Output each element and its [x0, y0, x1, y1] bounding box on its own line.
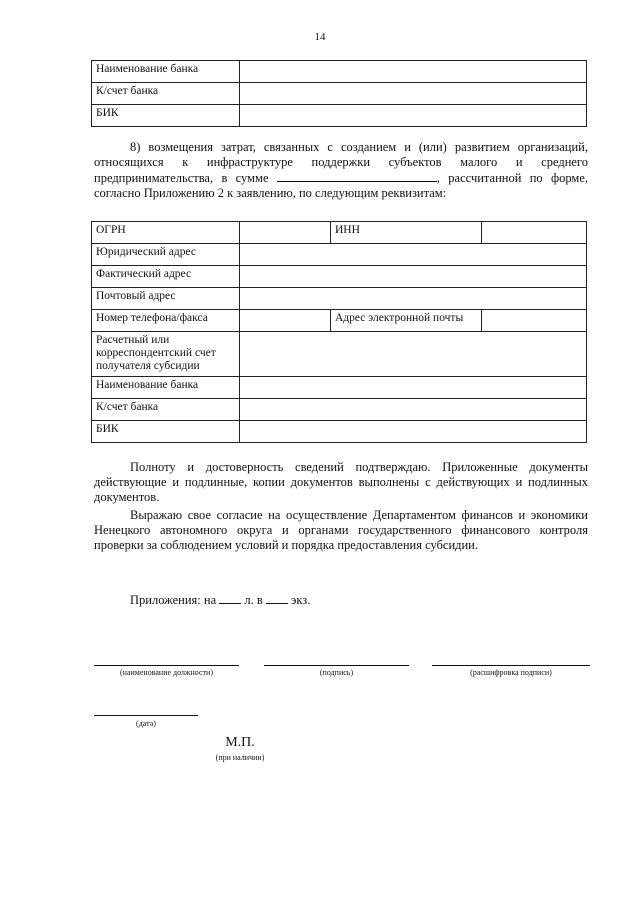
- table-row: [92, 377, 587, 399]
- bank-name-label: Наименование банка: [92, 61, 240, 83]
- signature-caption: (подпись): [319, 668, 354, 677]
- recipient-details-table: [91, 221, 587, 443]
- actual-address-label: Фактический адрес: [92, 266, 240, 288]
- table-row: [92, 222, 587, 244]
- signature-line[interactable]: [264, 665, 409, 666]
- inn-label: ИНН: [331, 222, 482, 244]
- stamp-label: М.П.: [225, 735, 255, 750]
- table-row: [92, 83, 587, 105]
- corr-account-label: К/счет банка: [92, 83, 240, 105]
- phone-fax-field[interactable]: [240, 310, 331, 332]
- bank-details-table: [91, 60, 587, 127]
- attachments-copies: экз.: [291, 593, 311, 607]
- account-label: Расчетный или корреспондентский счет получателя субсидии: [92, 332, 240, 377]
- copies-count-field[interactable]: [266, 592, 288, 604]
- confirmation-paragraph: Полноту и достоверность сведений подтверждаю. Приложенные документы действующие и подлинные, копии документов выполнены с действующих и подлинных документов.: [94, 460, 588, 504]
- table-row: [92, 244, 587, 266]
- bik-label: БИК: [92, 105, 240, 127]
- table-row: [92, 61, 587, 83]
- sheets-count-field[interactable]: [219, 592, 241, 604]
- position-line[interactable]: [94, 665, 239, 666]
- signature-decoding-caption: (расшифровка подписи): [470, 668, 552, 677]
- table-row: [92, 288, 587, 310]
- page-number: 14: [314, 31, 326, 43]
- ogrn-field[interactable]: [240, 222, 331, 244]
- amount-blank-field[interactable]: [277, 170, 437, 182]
- table-row: [92, 310, 587, 332]
- postal-address-label: Почтовый адрес: [92, 288, 240, 310]
- item-8-paragraph: [94, 140, 588, 201]
- bank-name-field-2[interactable]: [240, 377, 587, 399]
- attachments-label: Приложения: на: [130, 593, 217, 607]
- bank-name-field[interactable]: [240, 61, 587, 83]
- date-caption: (дата): [136, 719, 156, 728]
- item-8-text-part2: , рассчитанной по форме, согласно Приложению 2 к заявлению, по следующим реквизитам:: [94, 171, 588, 200]
- corr-account-label-2: К/счет банка: [92, 399, 240, 421]
- table-row: [92, 332, 587, 377]
- table-row: [92, 399, 587, 421]
- table-row: [92, 105, 587, 127]
- attachments-line: [94, 592, 588, 608]
- email-field[interactable]: [482, 310, 587, 332]
- ogrn-label: ОГРН: [92, 222, 240, 244]
- phone-fax-label: Номер телефона/факса: [92, 310, 240, 332]
- attachments-sheets: л. в: [244, 593, 263, 607]
- signature-decoding-line[interactable]: [432, 665, 590, 666]
- table-row: [92, 421, 587, 443]
- table-row: [92, 266, 587, 288]
- corr-account-field-2[interactable]: [240, 399, 587, 421]
- position-caption: (наименование должности): [120, 668, 213, 677]
- bik-label-2: БИК: [92, 421, 240, 443]
- actual-address-field[interactable]: [240, 266, 587, 288]
- postal-address-field[interactable]: [240, 288, 587, 310]
- legal-address-label: Юридический адрес: [92, 244, 240, 266]
- item-8-text-part1: 8) возмещения затрат, связанных с созданием и (или) развитием организаций, относящихся к инфраструктуре поддержки субъектов малого и среднего предпринимательства, в сумме: [94, 140, 588, 185]
- inn-field[interactable]: [482, 222, 587, 244]
- consent-paragraph: Выражаю свое согласие на осуществление Департаментом финансов и экономики Ненецкого автономного округа и органами государственного финансового контроля проверки за соблюдением условий и порядка предоставления субсидии.: [94, 508, 588, 552]
- account-field[interactable]: [240, 332, 587, 377]
- stamp-caption: (при наличии): [215, 753, 265, 762]
- bik-field[interactable]: [240, 105, 587, 127]
- bank-name-label-2: Наименование банка: [92, 377, 240, 399]
- bik-field-2[interactable]: [240, 421, 587, 443]
- corr-account-field[interactable]: [240, 83, 587, 105]
- email-label: Адрес электронной почты: [331, 310, 482, 332]
- legal-address-field[interactable]: [240, 244, 587, 266]
- date-line[interactable]: [94, 715, 198, 716]
